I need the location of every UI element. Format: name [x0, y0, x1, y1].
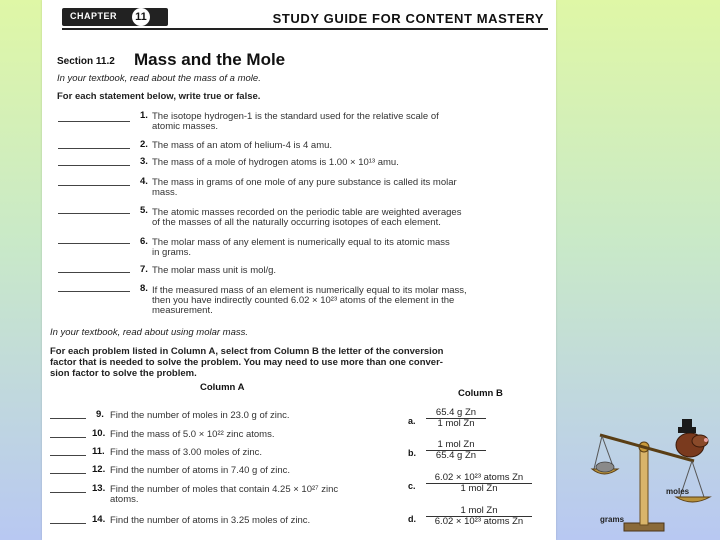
- true-false-instruction: For each statement below, write true or false.: [57, 91, 261, 102]
- chapter-badge: [62, 8, 168, 26]
- moles-label: moles: [666, 487, 690, 496]
- grams-label: grams: [600, 515, 625, 524]
- statement-text: If the measured mass of an element is numerically equal to its molar mass,: [152, 285, 467, 296]
- answer-blank-9[interactable]: [50, 418, 86, 419]
- answer-blank-11[interactable]: [50, 455, 86, 456]
- answer-blank-12[interactable]: [50, 473, 86, 474]
- statement-text: The mass of a mole of hydrogen atoms is 1.00 × 10¹³ amu.: [152, 157, 399, 168]
- problem-text: Find the number of moles in 23.0 g of zinc.: [110, 410, 290, 421]
- statement-text: The isotope hydrogen-1 is the standard used for the relative scale of: [152, 111, 439, 122]
- problem-instruction: For each problem listed in Column A, select from Column B the letter of the conversion: [50, 346, 444, 357]
- factor-numerator: 6.02 × 10²³ atoms Zn: [426, 473, 532, 484]
- problem-number: 11.: [92, 446, 105, 457]
- chapter-number: 11: [132, 8, 150, 26]
- answer-blank-8[interactable]: [58, 291, 130, 292]
- read-instruction-mass: In your textbook, read about the mass of a mole.: [57, 73, 261, 84]
- statement-number: 2.: [140, 139, 148, 150]
- statement-text: The molar mass of any element is numerically equal to its atomic mass: [152, 237, 450, 248]
- section-number: Section 11.2: [57, 56, 115, 67]
- answer-blank-14[interactable]: [50, 523, 86, 524]
- column-a-heading: Column A: [200, 382, 245, 393]
- problem-number: 10.: [92, 428, 106, 439]
- answer-blank-3[interactable]: [58, 165, 130, 166]
- worksheet-page: [42, 0, 556, 540]
- statement-number: 8.: [140, 283, 148, 294]
- answer-blank-6[interactable]: [58, 243, 130, 244]
- factor-numerator: 65.4 g Zn: [426, 408, 486, 419]
- factor-denominator: 65.4 g Zn: [435, 450, 477, 461]
- section-title: Mass and the Mole: [134, 50, 286, 69]
- problem-text: Find the number of atoms in 3.25 moles of zinc.: [110, 515, 311, 526]
- conversion-factor-a: [426, 408, 486, 429]
- conversion-factor-b: [426, 440, 486, 461]
- answer-blank-2[interactable]: [58, 148, 130, 149]
- factor-denominator: 1 mol Zn: [460, 483, 498, 494]
- column-b-heading: Column B: [458, 388, 503, 399]
- answer-blank-5[interactable]: [58, 213, 130, 214]
- problem-text: Find the number of atoms in 7.40 g of zinc.: [110, 465, 291, 476]
- statement-number: 5.: [140, 205, 148, 216]
- statement-number: 6.: [140, 236, 148, 247]
- statement-number: 1.: [140, 110, 148, 121]
- statement-text: mass.: [152, 187, 178, 198]
- chapter-label: CHAPTER: [70, 11, 118, 21]
- read-instruction-molar: In your textbook, read about using molar mass.: [50, 327, 249, 338]
- problem-text: Find the mass of 3.00 moles of zinc.: [110, 447, 263, 458]
- factor-letter: d.: [408, 514, 416, 524]
- factor-numerator: 1 mol Zn: [426, 440, 486, 451]
- problem-text: atoms.: [110, 494, 139, 505]
- problem-text: Find the mass of 5.0 × 10²² zinc atoms.: [110, 429, 275, 440]
- answer-blank-13[interactable]: [50, 492, 86, 493]
- chapter-header: [62, 6, 548, 30]
- statement-number: 3.: [140, 156, 148, 167]
- problem-number: 12.: [92, 464, 106, 475]
- problem-number: 14.: [92, 514, 106, 525]
- statement-text: atomic masses.: [152, 121, 218, 132]
- answer-blank-10[interactable]: [50, 437, 86, 438]
- problem-text: Find the number of moles that contain 4.25 × 10²⁷ zinc: [110, 484, 339, 495]
- statement-text: The mass in grams of one mole of any pure substance is called its molar: [152, 177, 457, 188]
- answer-blank-1[interactable]: [58, 121, 130, 122]
- statement-text: measurement.: [152, 305, 213, 316]
- conversion-factor-c: [426, 473, 532, 494]
- factor-letter: c.: [408, 481, 416, 491]
- factor-denominator: 6.02 × 10²³ atoms Zn: [434, 516, 524, 527]
- statement-text: The molar mass unit is mol/g.: [152, 265, 277, 276]
- factor-numerator: 1 mol Zn: [426, 506, 532, 517]
- problem-instruction: factor that is needed to solve the problem. You may need to use more than one conver-: [50, 357, 443, 368]
- conversion-factor-d: [426, 506, 532, 527]
- answer-blank-7[interactable]: [58, 272, 130, 273]
- factor-letter: a.: [408, 416, 416, 426]
- statement-text: The mass of an atom of helium-4 is 4 amu.: [152, 140, 333, 151]
- study-guide-title: STUDY GUIDE FOR CONTENT MASTERY: [272, 11, 544, 26]
- problem-instruction: sion factor to solve the problem.: [50, 368, 197, 379]
- statement-text: of the masses of all the naturally occurring isotopes of each element.: [152, 217, 441, 228]
- statement-number: 7.: [140, 264, 148, 275]
- statement-text: then you have indirectly counted 6.02 × 10²³ atoms of the element in the: [152, 295, 455, 306]
- problem-number: 9.: [96, 409, 104, 420]
- factor-denominator: 1 mol Zn: [437, 418, 475, 429]
- problem-number: 13.: [92, 483, 106, 494]
- statement-number: 4.: [140, 176, 148, 187]
- factor-letter: b.: [408, 448, 416, 458]
- answer-blank-4[interactable]: [58, 185, 130, 186]
- statement-text: in grams.: [152, 247, 192, 258]
- statement-text: The atomic masses recorded on the periodic table are weighted averages: [152, 207, 462, 218]
